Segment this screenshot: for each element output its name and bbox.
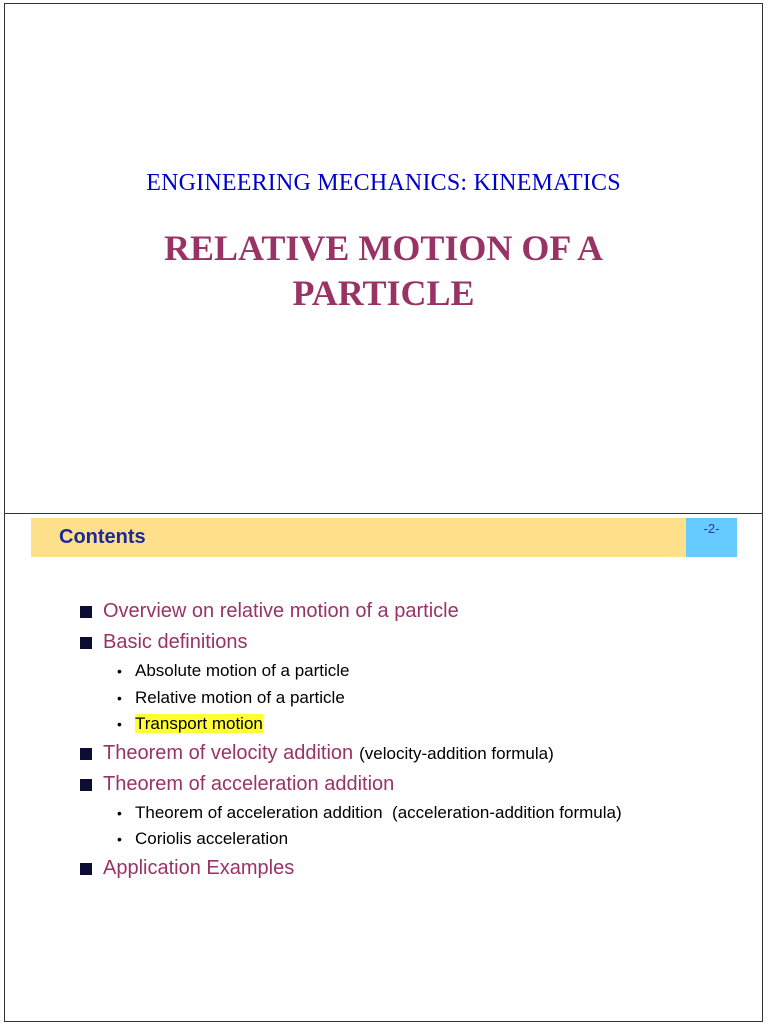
square-bullet-icon bbox=[80, 637, 92, 649]
contents-item-velocity-addition bbox=[79, 738, 749, 769]
course-subtitle: ENGINEERING MECHANICS: KINEMATICS bbox=[146, 170, 621, 196]
dot-bullet-icon: • bbox=[117, 831, 122, 847]
subitem-transport-motion bbox=[79, 711, 749, 738]
square-bullet-icon bbox=[80, 748, 92, 760]
contents-heading: Contents bbox=[59, 526, 146, 548]
subitem-label: Theorem of acceleration addition (acceleration-addition formula) bbox=[135, 802, 622, 822]
header-bar bbox=[31, 518, 686, 557]
item-label: Basic definitions bbox=[103, 631, 248, 653]
square-bullet-icon bbox=[80, 779, 92, 791]
dot-bullet-icon: • bbox=[117, 663, 122, 679]
subitem-label: Relative motion of a particle bbox=[135, 687, 345, 707]
item-label: Application Examples bbox=[103, 856, 295, 879]
item-label: Overview on relative motion of a particle bbox=[103, 600, 459, 622]
item-note: (velocity-addition formula) bbox=[359, 743, 554, 763]
subitem-acceleration-formula bbox=[79, 800, 749, 827]
dot-bullet-icon: • bbox=[117, 689, 122, 706]
contents-item-application-examples bbox=[79, 853, 749, 884]
page-number: -2- bbox=[686, 518, 737, 557]
contents-item-acceleration-addition bbox=[79, 769, 749, 800]
title-slide bbox=[4, 3, 763, 514]
subitem-label: Coriolis acceleration bbox=[135, 829, 289, 848]
slide-title-line-2: PARTICLE bbox=[292, 273, 475, 313]
subitem-coriolis bbox=[79, 826, 749, 853]
square-bullet-icon bbox=[80, 606, 92, 618]
dot-bullet-icon: • bbox=[117, 716, 122, 732]
dot-bullet-icon: • bbox=[117, 804, 122, 821]
contents-item-overview bbox=[79, 596, 749, 627]
slide-title-line-1: RELATIVE MOTION OF A bbox=[163, 228, 604, 268]
subitem-label: Absolute motion of a particle bbox=[135, 661, 350, 680]
item-label: Theorem of acceleration addition bbox=[103, 772, 395, 795]
square-bullet-icon bbox=[80, 863, 92, 875]
contents-slide bbox=[4, 513, 763, 1022]
subitem-label-highlighted: Transport motion bbox=[135, 714, 263, 733]
item-label: Theorem of velocity addition bbox=[103, 741, 354, 764]
subitem-relative-motion bbox=[79, 685, 749, 712]
contents-item-basic-definitions bbox=[79, 627, 749, 658]
contents-list bbox=[79, 596, 749, 884]
subitem-absolute-motion bbox=[79, 658, 749, 685]
slide-title bbox=[5, 226, 762, 316]
